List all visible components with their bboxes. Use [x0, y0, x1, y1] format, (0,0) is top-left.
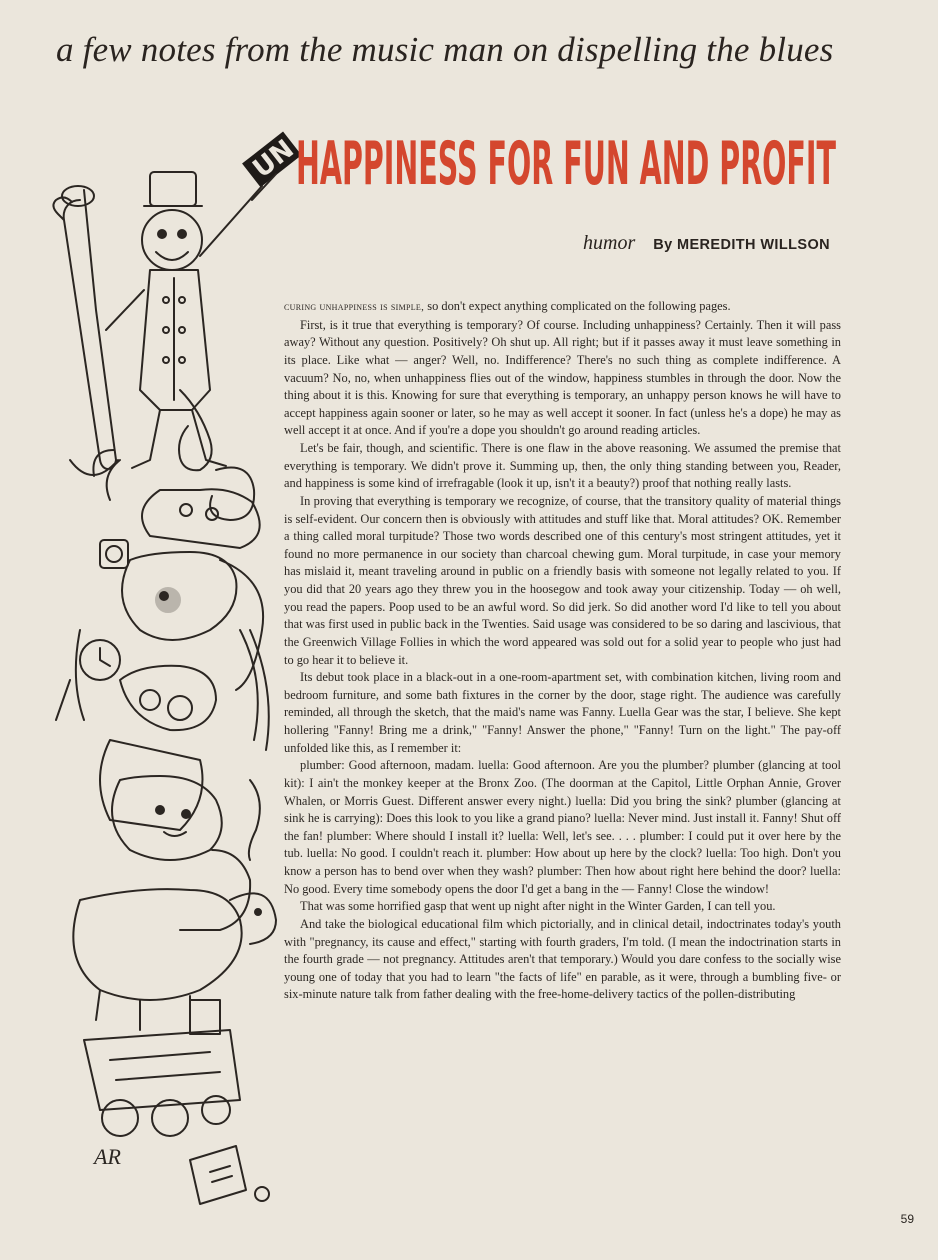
article-paragraph-4: In proving that everything is temporary we recognize, of course, that the transitory quality of material things is self-evident. Our concern then is obviously with attitudes and stuff like that. Moral attitudes? OK. Remember a thing called moral turpitude? Those two words described one of this century's most stringent attitudes, yet it found no more permanence in our society than charcoal chewing gum. Moral turpitude, in case your memory has mislaid it, meant traveling around in public on a friendly basis with someone not legally related to you. If you did that 20 years ago they threw you in the hoosegow and took away your citizenship. Today — oh well, you read the papers. Poop used to be an awful word. So did jerk. So did another word I'd like to tell you about that was first used in public back in the Twenties. Said usage was considered to be so daring and lascivious, that the Greenwich Village Follies in which the word appeared was sold out for a solid year to people who just had to go hear it to believe it.: [284, 493, 841, 667]
dollar-bill-drawing: [190, 1146, 246, 1204]
cartoon-totem-drawing: [40, 160, 302, 1220]
un-prefix: UN: [247, 134, 300, 185]
article-paragraph-3: Let's be fair, though, and scientific. There is one flaw in the above reasoning. We assumed the premise that everything is temporary. We didn't prove it. Summing up, then, the only thing standing between you, Reader, and happiness is some kind of irrefragable (look it up, isn't it a beauty?) proof that nothing really lasts.: [284, 441, 841, 491]
paragraph-1-text: so don't expect anything complicated on the following pages.: [424, 299, 731, 313]
author-credit: By MEREDITH WILLSON: [653, 237, 830, 253]
article-paragraph-2: First, is it true that everything is temporary? Of course. Including unhappiness? Certainly. Then it will pass away? Without any question. Positively? Oh shut up. All right; but if it passes away it must leave something in its place. Like what — anger? Well, no. Indifference? There's no such thing as complete indifference. A vacuum? No, no, when unhappiness flies out of the window, happiness stumbles in through the door. Now the thing about it is this. Knowing for sure that everything is temporary, an unhappy person knows he will have to accept happiness again sooner or later, so he may as well accept it sooner. In fact (unless he's a dope) he may as well accept it at once. And if you're a dope you shouldn't go around reading articles.: [284, 317, 841, 438]
trombone-drawing: [53, 190, 118, 475]
train-drawing: [84, 1030, 240, 1110]
bananas-drawing: [240, 630, 269, 750]
article-paragraph-6-dialogue: plumber: Good afternoon, madam. luella: Good afternoon. Are you the plumber? plumber (glancing at tool kit): I ain't the monkey keeper at the Bronx Zoo. (The doorman at the Capitol, Little Orphan Annie, Grover Whalen, or Morris Guest. Different answer every night.) luella: Did you bring the sink? plumber (glancing at sink he is carrying): Does this look to you like a grand piano? luella: Never mind. Just install it. Fanny! Shut off the fan! plumber: Where should I install it? luella: Well, let's see. . . . plumber: I could put it over here by the tub. luella: No good. I couldn't reach it. plumber: How about up here by the clock? luella: Too high. Don't you know a person has to bend over when they wash? plumber: Then how about right here behind the door? luella: No good. Every time somebody opens the door I'd get a bang in the — Fanny! Close the window!: [284, 758, 841, 896]
article-paragraph-5: Its debut took place in a black-out in a one-room-apartment set, with combination kitchen, living room and bedroom furniture, and some bath fixtures in the corner by the door, stage right. The audience was carefully reminded, all through the sketch, that the maid's name was Fanny. Luella Gear was the star, I believe. She kept hollering "Fanny! Bring me a drink," "Fanny! Answer the phone," "Fanny! Turn on the light." The pay-off unfolded like this, as I remember it:: [284, 670, 841, 755]
headline-title: HAPPINESS FOR FUN AND PROFIT: [296, 129, 837, 199]
headline: [240, 122, 840, 202]
page-number: 59: [900, 1212, 914, 1226]
trombone-bell: [62, 186, 94, 206]
kicker-tagline: a few notes from the music man on dispelling the blues: [56, 30, 834, 69]
article-paragraph-8: And take the biological educational film which pictorially, and in clinical detail, indoctrinates today's youth with "pregnancy, its cause and effect," starting with fourth graders, I'm told. (I mean the indoctrination starts in the fourth grade — not pregnancy. Attitudes aren't that temporary.) Would you dare confess to the socially wise young one of today that you had to learn "the facts of life" en parable, as it were, through a bumbling five- or six-minute nature talk from father dealing with the free-home-delivery tactics of the pollen-distributing: [284, 916, 841, 1002]
dog-drawing: [112, 776, 222, 860]
lead-in: curing unhappiness is simple,: [284, 301, 425, 313]
article-paragraph-7: That was some horrified gasp that went up night after night in the Winter Garden, I can tell you.: [300, 899, 776, 914]
sheep-drawing: [73, 889, 241, 1000]
article-paragraph-1: [284, 298, 841, 317]
vegetables-drawing: [120, 666, 216, 730]
cartoon-illustration: [40, 160, 302, 1220]
byline: [583, 232, 830, 255]
genre-label: humor: [583, 232, 636, 254]
artist-signature: AR: [94, 1144, 121, 1169]
cat-drawing: [179, 390, 212, 470]
clock-drawing: [100, 540, 128, 568]
bandleader-hat: [150, 172, 196, 206]
article-body: [284, 298, 841, 1004]
headline-graphic: [240, 122, 840, 202]
